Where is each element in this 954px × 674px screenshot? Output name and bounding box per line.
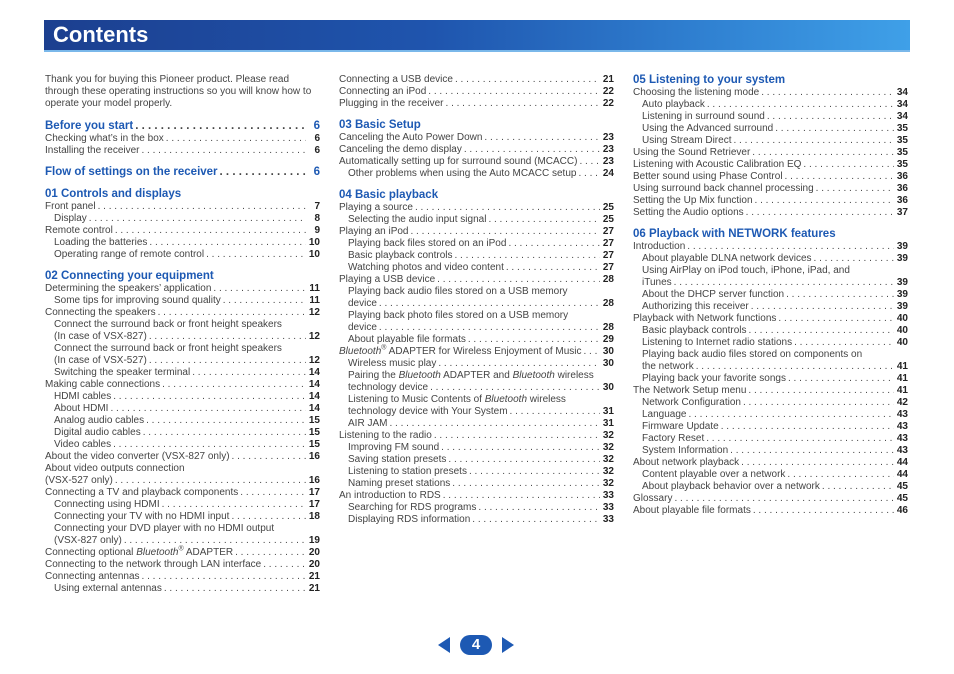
toc-entry[interactable]: Wireless music play . . . 30 bbox=[339, 358, 614, 370]
previous-page-arrow-icon[interactable] bbox=[438, 637, 450, 653]
section-heading-06[interactable]: 06 Playback with NETWORK features bbox=[633, 228, 836, 240]
toc-entry[interactable]: Improving FM sound . . . 32 bbox=[339, 442, 614, 454]
toc-entry-multiline[interactable]: Pairing the Bluetooth ADAPTER and Bluetooth wireless technology device . . . 30 bbox=[339, 370, 614, 394]
toc-entry[interactable]: Remote control . . . 9 bbox=[45, 225, 320, 237]
toc-entry[interactable]: Loading the batteries . . . 10 bbox=[45, 237, 320, 249]
toc-entry[interactable]: Factory Reset . . . 43 bbox=[633, 433, 908, 445]
toc-entry-flow-of-settings[interactable]: Flow of settings on the receiver . . . 6 bbox=[45, 166, 320, 179]
toc-entry[interactable]: System Information . . . 43 bbox=[633, 445, 908, 457]
toc-entry[interactable]: Listening to the radio . . . 32 bbox=[339, 430, 614, 442]
toc-entry[interactable]: About playback behavior over a network . . . 45 bbox=[633, 481, 908, 493]
toc-entry[interactable]: Connecting to the network through LAN interface . . . 20 bbox=[45, 559, 320, 571]
toc-entry[interactable]: Automatically setting up for surround sound (MCACC) . . . 23 bbox=[339, 156, 614, 168]
toc-entry[interactable]: Canceling the Auto Power Down . . . 23 bbox=[339, 132, 614, 144]
toc-entry[interactable]: Setting the Up Mix function . . . 36 bbox=[633, 195, 908, 207]
toc-entry[interactable]: Connecting an iPod . . . 22 bbox=[339, 86, 614, 98]
toc-entry[interactable]: About playable file formats . . . 46 bbox=[633, 505, 908, 517]
toc-entry[interactable]: Plugging in the receiver . . . 22 bbox=[339, 98, 614, 110]
toc-entry[interactable]: Playing back files stored on an iPod . . . 27 bbox=[339, 238, 614, 250]
toc-entry-before-you-start[interactable]: Before you start . . . 6 bbox=[45, 120, 320, 133]
toc-entry[interactable]: Content playable over a network . . . 44 bbox=[633, 469, 908, 481]
toc-entry[interactable]: Playback with Network functions . . . 40 bbox=[633, 313, 908, 325]
toc-entry[interactable]: Listening to Internet radio stations . . . 40 bbox=[633, 337, 908, 349]
toc-entry[interactable]: An introduction to RDS . . . 33 bbox=[339, 490, 614, 502]
toc-entry[interactable]: Connecting the speakers . . . 12 bbox=[45, 307, 320, 319]
page-title: Contents bbox=[53, 22, 149, 47]
toc-entry[interactable]: About playable DLNA network devices . . . 39 bbox=[633, 253, 908, 265]
toc-entry[interactable]: Connecting your TV with no HDMI input . . . 18 bbox=[45, 511, 320, 523]
toc-entry[interactable]: Playing back your favorite songs . . . 41 bbox=[633, 373, 908, 385]
toc-entry[interactable]: Front panel . . . 7 bbox=[45, 201, 320, 213]
section-heading-05[interactable]: 05 Listening to your system bbox=[633, 74, 786, 86]
toc-entry[interactable]: Using external antennas . . . 21 bbox=[45, 583, 320, 595]
toc-entry[interactable]: Canceling the demo display . . . 23 bbox=[339, 144, 614, 156]
toc-entry[interactable]: Listening with Acoustic Calibration EQ . . . 35 bbox=[633, 159, 908, 171]
toc-entry[interactable]: Display . . . 8 bbox=[45, 213, 320, 225]
toc-entry-multiline[interactable]: Playing back audio files stored on a USB memory device . . . 28 bbox=[339, 286, 614, 310]
toc-entry[interactable]: Playing an iPod . . . 27 bbox=[339, 226, 614, 238]
toc-entry[interactable]: Connecting using HDMI . . . 17 bbox=[45, 499, 320, 511]
toc-entry[interactable]: Setting the Audio options . . . 37 bbox=[633, 207, 908, 219]
toc-entry[interactable]: Naming preset stations . . . 32 bbox=[339, 478, 614, 490]
intro-text: Thank you for buying this Pioneer product. Please read through these operating instructions so you will know how to operate your model properly. bbox=[45, 74, 312, 109]
toc-entry[interactable]: Using the Advanced surround . . . 35 bbox=[633, 123, 908, 135]
toc-entry[interactable]: Analog audio cables . . . 15 bbox=[45, 415, 320, 427]
toc-entry-multiline[interactable]: Connect the surround back or front height speakers (In case of VSX-527) . . . 12 bbox=[45, 343, 320, 367]
toc-entry[interactable]: Choosing the listening mode . . . 34 bbox=[633, 87, 908, 99]
toc-entry[interactable]: Introduction . . . 39 bbox=[633, 241, 908, 253]
toc-entry[interactable]: About network playback . . . 44 bbox=[633, 457, 908, 469]
toc-entry[interactable]: About playable file formats . . . 29 bbox=[339, 334, 614, 346]
toc-entry[interactable]: Operating range of remote control . . . 10 bbox=[45, 249, 320, 261]
toc-entry[interactable]: Other problems when using the Auto MCACC setup . . . 24 bbox=[339, 168, 614, 180]
toc-entry[interactable]: Searching for RDS programs . . . 33 bbox=[339, 502, 614, 514]
toc-entry[interactable]: Playing a source . . . 25 bbox=[339, 202, 614, 214]
toc-entry[interactable]: Some tips for improving sound quality . . . 11 bbox=[45, 295, 320, 307]
toc-entry-bluetooth-wireless[interactable]: Bluetooth® ADAPTER for Wireless Enjoyment of Music . . . 30 bbox=[339, 346, 614, 358]
toc-column-1 bbox=[45, 74, 320, 595]
toc-entry[interactable]: Authorizing this receiver . . . 39 bbox=[633, 301, 908, 313]
section-heading-02[interactable]: 02 Connecting your equipment bbox=[45, 270, 214, 282]
toc-entry[interactable]: Basic playback controls . . . 27 bbox=[339, 250, 614, 262]
toc-entry[interactable]: Connecting a TV and playback components . . . 17 bbox=[45, 487, 320, 499]
toc-entry[interactable]: Glossary . . . 45 bbox=[633, 493, 908, 505]
toc-entry[interactable]: AIR JAM . . . 31 bbox=[339, 418, 614, 430]
toc-entry-bluetooth-adapter[interactable]: Connecting optional Bluetooth® ADAPTER . . . 20 bbox=[45, 547, 320, 559]
toc-entry[interactable]: The Network Setup menu . . . 41 bbox=[633, 385, 908, 397]
section-heading-03[interactable]: 03 Basic Setup bbox=[339, 119, 421, 131]
toc-entry[interactable]: Connecting antennas . . . 21 bbox=[45, 571, 320, 583]
toc-entry[interactable]: Network Configuration . . . 42 bbox=[633, 397, 908, 409]
toc-entry[interactable]: Listening to station presets . . . 32 bbox=[339, 466, 614, 478]
toc-entry[interactable]: Using Stream Direct . . . 35 bbox=[633, 135, 908, 147]
page-header bbox=[44, 20, 910, 52]
toc-entry-multiline[interactable]: Using AirPlay on iPod touch, iPhone, iPad, and iTunes . . . 39 bbox=[633, 265, 908, 289]
toc-entry[interactable]: Firmware Update . . . 43 bbox=[633, 421, 908, 433]
section-heading-04[interactable]: 04 Basic playback bbox=[339, 189, 439, 201]
toc-entry[interactable]: Better sound using Phase Control . . . 36 bbox=[633, 171, 908, 183]
toc-entry[interactable]: Switching the speaker terminal . . . 14 bbox=[45, 367, 320, 379]
toc-entry[interactable]: HDMI cables . . . 14 bbox=[45, 391, 320, 403]
page-navigation bbox=[438, 634, 518, 656]
toc-entry[interactable]: About HDMI . . . 14 bbox=[45, 403, 320, 415]
toc-entry[interactable]: About the DHCP server function . . . 39 bbox=[633, 289, 908, 301]
toc-entry[interactable]: Connecting a USB device . . . 21 bbox=[339, 74, 614, 86]
toc-entry-multiline[interactable]: Playing back audio files stored on components on the network . . . 41 bbox=[633, 349, 908, 373]
toc-entry[interactable]: Using surround back channel processing . . . 36 bbox=[633, 183, 908, 195]
toc-entry-multiline[interactable]: Connecting your DVD player with no HDMI output (VSX-827 only) . . . 19 bbox=[45, 523, 320, 547]
next-page-arrow-icon[interactable] bbox=[502, 637, 514, 653]
page-number-badge: 4 bbox=[460, 635, 492, 655]
toc-entry-checking[interactable]: Checking what’s in the box . . . 6 bbox=[45, 133, 320, 145]
toc-entry[interactable]: Watching photos and video content . . . 27 bbox=[339, 262, 614, 274]
toc-entry-multiline[interactable]: Listening to Music Contents of Bluetooth wireless technology device with Your System . . . 31 bbox=[339, 394, 614, 418]
toc-entry[interactable]: Selecting the audio input signal . . . 25 bbox=[339, 214, 614, 226]
section-heading-01[interactable]: 01 Controls and displays bbox=[45, 188, 182, 200]
toc-entry[interactable]: Basic playback controls . . . 40 bbox=[633, 325, 908, 337]
toc-entry-installing[interactable]: Installing the receiver . . . 6 bbox=[45, 145, 320, 157]
toc-entry[interactable]: Auto playback . . . 34 bbox=[633, 99, 908, 111]
toc-entry-multiline[interactable]: About video outputs connection (VSX-527 only) . . . 16 bbox=[45, 463, 320, 487]
toc-column-3 bbox=[633, 74, 908, 517]
toc-entry[interactable]: Determining the speakers’ application . . . 11 bbox=[45, 283, 320, 295]
toc-entry[interactable]: About the video converter (VSX-827 only) . . . 16 bbox=[45, 451, 320, 463]
toc-entry[interactable]: Displaying RDS information . . . 33 bbox=[339, 514, 614, 526]
toc-entry[interactable]: Saving station presets . . . 32 bbox=[339, 454, 614, 466]
toc-column-2 bbox=[339, 74, 614, 526]
toc-entry[interactable]: Using the Sound Retriever . . . 35 bbox=[633, 147, 908, 159]
toc-entry[interactable]: Video cables . . . 15 bbox=[45, 439, 320, 451]
toc-entry[interactable]: Making cable connections . . . 14 bbox=[45, 379, 320, 391]
toc-entry[interactable]: Playing a USB device . . . 28 bbox=[339, 274, 614, 286]
toc-entry[interactable]: Digital audio cables . . . 15 bbox=[45, 427, 320, 439]
toc-entry[interactable]: Language . . . 43 bbox=[633, 409, 908, 421]
toc-entry[interactable]: Listening in surround sound . . . 34 bbox=[633, 111, 908, 123]
toc-entry-multiline[interactable]: Playing back photo files stored on a USB memory device . . . 28 bbox=[339, 310, 614, 334]
toc-entry-multiline[interactable]: Connect the surround back or front height speakers (In case of VSX-827) . . . 12 bbox=[45, 319, 320, 343]
